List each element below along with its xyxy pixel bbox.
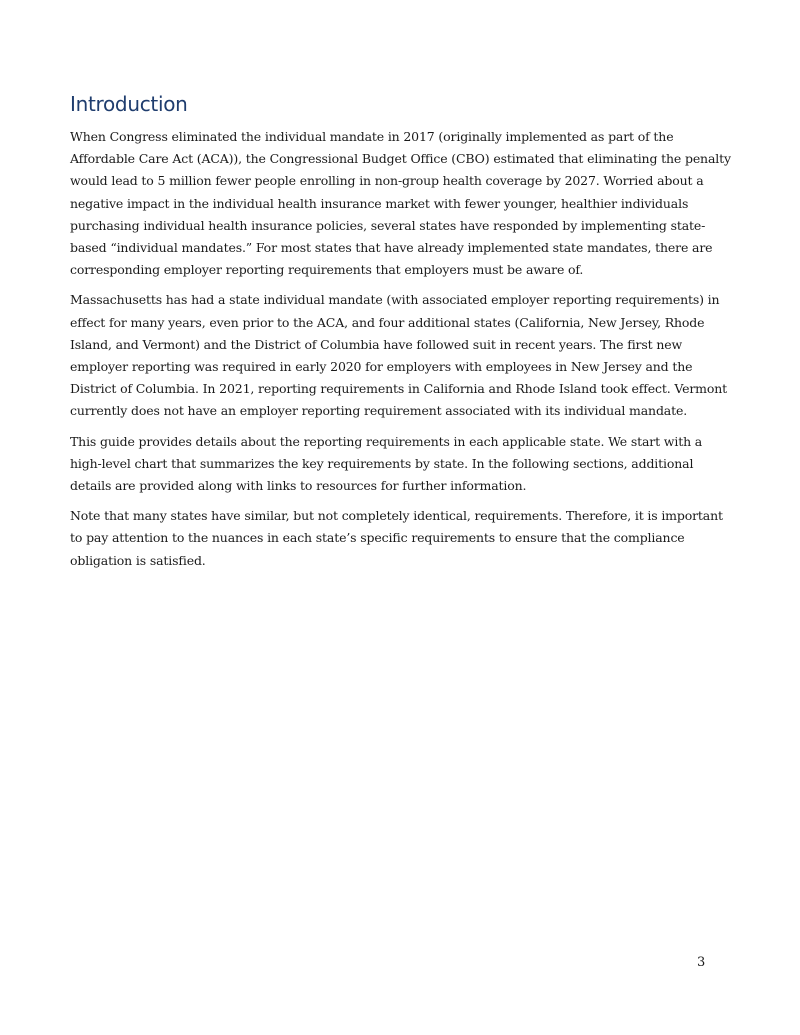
paragraph-3: This guide provides details about the reporting requirements in each applicable state. We start with a high-level chart that summarizes the key requirements by state. In the following sections, additional details are provided along with links to resources for further information. — [70, 433, 703, 494]
paragraph-1: When Congress eliminated the individual mandate in 2017 (originally implemented as part of the Affordable Care Act (ACA)), the Congressional Budget Office (CBO) estimated that eliminating the penalty would lead to 5 million fewer people enrolling in non-group health coverage by 2027. Worried about a negative impact in the individual health insurance market with fewer younger, healthier individuals purchasing individual health insurance policies, several states have responded by implementing state-based “individual mandates.” For most states that have already implemented state mandates, there are corresponding employer reporting requirements that employers must be aware of. — [70, 129, 731, 278]
page-number: 3 — [697, 955, 706, 970]
paragraph-4: Note that many states have similar, but not completely identical, requirements. Therefore, it is important to pay attention to the nuances in each state’s specific requirements to ensure that the compliance obligation is satisfied. — [70, 508, 723, 568]
paragraph-2: Massachusetts has had a state individual mandate (with associated employer reporting requirements) in effect for many years, even prior to the ACA, and four additional states (California, New Jersey, Rhode Island, and Vermont) and the District of Columbia have followed suit in recent years. The first new employer reporting was required in early 2020 for employers with employees in New Jersey and the District of Columbia. In 2021, reporting requirements in California and Rhode Island took effect. Vermont currently does not have an employer reporting requirement associated with its individual mandate. — [70, 292, 727, 419]
section-heading: Introduction — [70, 92, 188, 116]
body-text — [70, 126, 734, 580]
